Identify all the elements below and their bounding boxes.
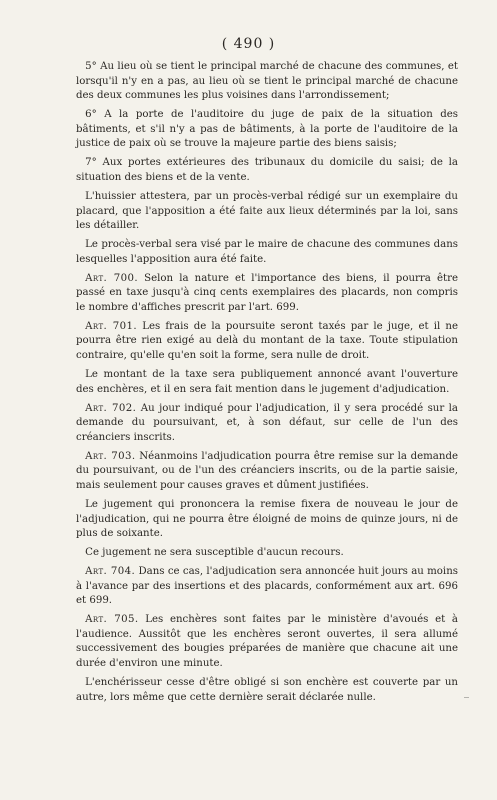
- paragraph-3: 7° Aux portes extérieures des tribunaux du domicile du saisi; de la situation des biens et de la vente.: [76, 157, 458, 183]
- paragraph-1: 5° Au lieu où se tient le principal marché de chacune des communes, et lorsqu'il n'y en a pas, au lieu où se tient le principal marché de chacune des deux communes les plus voisines dans l'arrondissement;: [76, 61, 458, 102]
- paragraph-4: L'huissier attestera, par un procès-verbal rédigé sur un exemplaire du placard, que l'apposition a été faite aux lieux déterminés par la loi, sans les détailler.: [76, 190, 458, 232]
- article-number: Art. 702.: [85, 402, 137, 414]
- paragraph-11: Le jugement qui prononcera la remise fixera de nouveau le jour de l'adjudication, qui ne pourra être éloigné de moins de quinze jours, ni de plus de soixante.: [76, 498, 458, 540]
- article-704: Art. 704. Dans ce cas, l'adjudication sera annoncée huit jours au moins à l'avance par des insertions et des placards, conformément aux art. 696 et 699.: [76, 566, 458, 607]
- article-number: Art. 703.: [85, 450, 136, 462]
- article-number: Art. 701.: [85, 320, 138, 332]
- article-703: Art. 703. Néanmoins l'adjudication pourra être remise sur la demande du poursuivant, ou de l'un des créanciers inscrits, ou de la partie saisie, mais seulement pour causes graves et dûment justifiées.: [76, 450, 458, 491]
- body-text: [76, 60, 458, 710]
- article-number: Art. 704.: [85, 566, 136, 578]
- paragraph-15: L'enchérisseur cesse d'être obligé si son enchère est couverte par un autre, lors même que cette dernière serait déclarée nulle.: [76, 677, 458, 703]
- paragraph-2: 6° A la porte de l'auditoire du juge de paix de la situation des bâtiments, et s'il n'y a pas de bâtiments, à la porte de l'auditoire de la justice de paix où se trouve la majeure partie des biens saisis;: [76, 109, 458, 150]
- paragraph-8: Le montant de la taxe sera publiquement annoncé avant l'ouverture des enchères, et il en sera fait mention dans le jugement d'adjudication.: [76, 369, 458, 395]
- article-701: Art. 701. Les frais de la poursuite seront taxés par le juge, et il ne pourra être rien exigé au delà du montant de la taxe. Toute stipulation contraire, qu'elle qu'en soit la forme, sera nulle de droit.: [76, 320, 458, 362]
- article-705: Art. 705. Les enchères sont faites par le ministère d'avoués et à l'audience. Aussitôt que les enchères seront ouvertes, il sera allumé successivement des bougies préparées de manière que chacune ait une durée d'environ une minute.: [76, 614, 458, 670]
- article-number: Art. 700.: [85, 272, 138, 284]
- paragraph-5: Le procès-verbal sera visé par le maire de chacune des communes dans lesquelles l'apposition aura été faite.: [76, 239, 458, 265]
- margin-mark: _: [464, 687, 469, 698]
- paragraph-12: Ce jugement ne sera susceptible d'aucun recours.: [85, 547, 344, 559]
- page-number: ( 490 ): [221, 36, 276, 52]
- article-700: Art. 700. Selon la nature et l'importance des biens, il pourra être passé en taxe jusqu'à cinq cents exemplaires des placards, non compris le nombre d'affiches prescrit par l'art. 699.: [76, 272, 458, 313]
- article-number: Art. 705.: [85, 614, 139, 626]
- article-702: Art. 702. Au jour indiqué pour l'adjudication, il y sera procédé sur la demande du poursuivant, et, à son défaut, sur celle de l'un des créanciers inscrits.: [76, 402, 459, 443]
